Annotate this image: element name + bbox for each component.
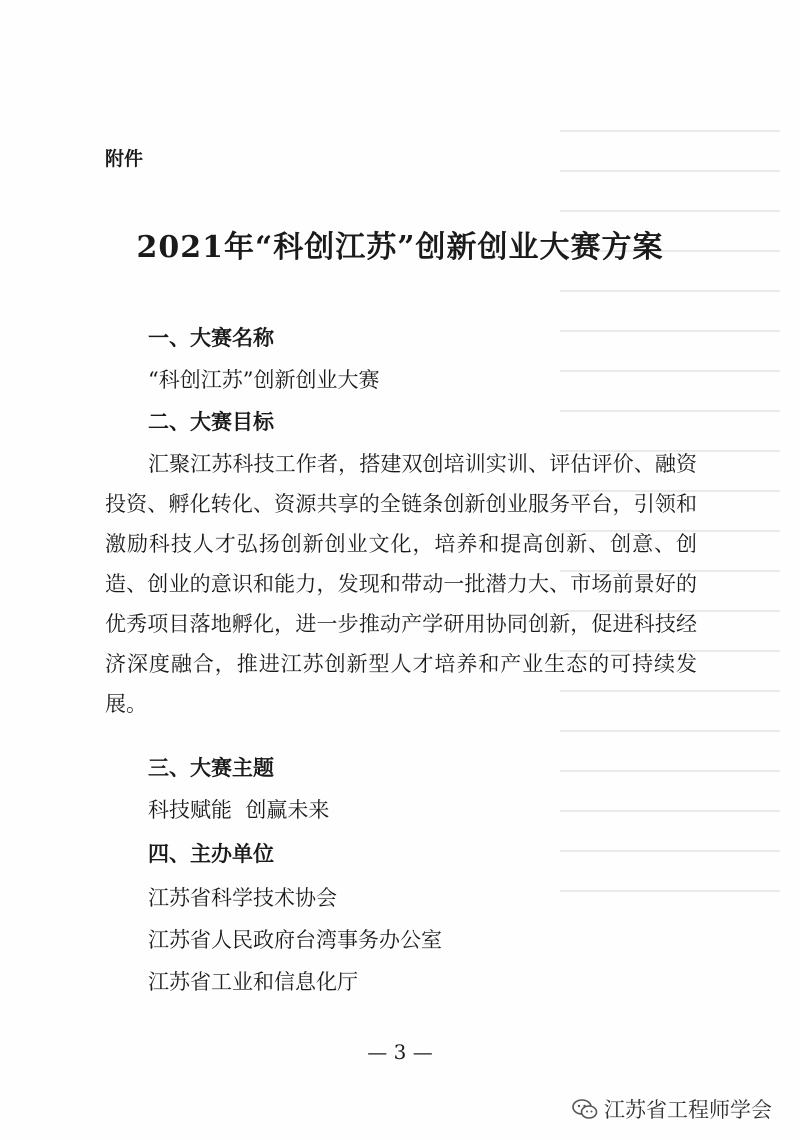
section-heading-name: 一、大赛名称 <box>148 326 274 350</box>
wechat-icon <box>572 1098 598 1120</box>
host-item: 江苏省科学技术协会 <box>148 886 337 910</box>
section-text-name: “科创江苏”创新创业大赛 <box>148 368 380 392</box>
document-title: 2021年“科创江苏”创新创业大赛方案 <box>136 230 664 265</box>
watermark-footer <box>572 1094 772 1124</box>
section-text-theme: 科技赋能 创赢未来 <box>148 798 330 822</box>
account-name: 江苏省工程师学会 <box>604 1098 772 1122</box>
attachment-label: 附件 <box>105 148 144 170</box>
section-heading-goal: 二、大赛目标 <box>148 410 274 434</box>
page-number: — 3 — <box>367 1040 433 1064</box>
host-item: 江苏省人民政府台湾事务办公室 <box>148 928 442 952</box>
section-heading-host: 四、主办单位 <box>148 842 274 866</box>
section-heading-theme: 三、大赛主题 <box>148 756 274 780</box>
section-text-goal: 汇聚江苏科技工作者，搭建双创培训实训、评估评价、融资投资、孵化转化、资源共享的全链条创新创业服务平台，引领和激励科技人才弘扬创新创业文化，培养和提高创新、创意、创造、创业的意识和能力，发现和带动一批潜力大、市场前景好的优秀项目落地孵化，进一步推动产学研用协同创新，促进科技经济深度融合，推进江苏创新型人才培养和产业生态的可持续发展。 <box>105 452 697 716</box>
host-item: 江苏省工业和信息化厅 <box>148 970 358 994</box>
